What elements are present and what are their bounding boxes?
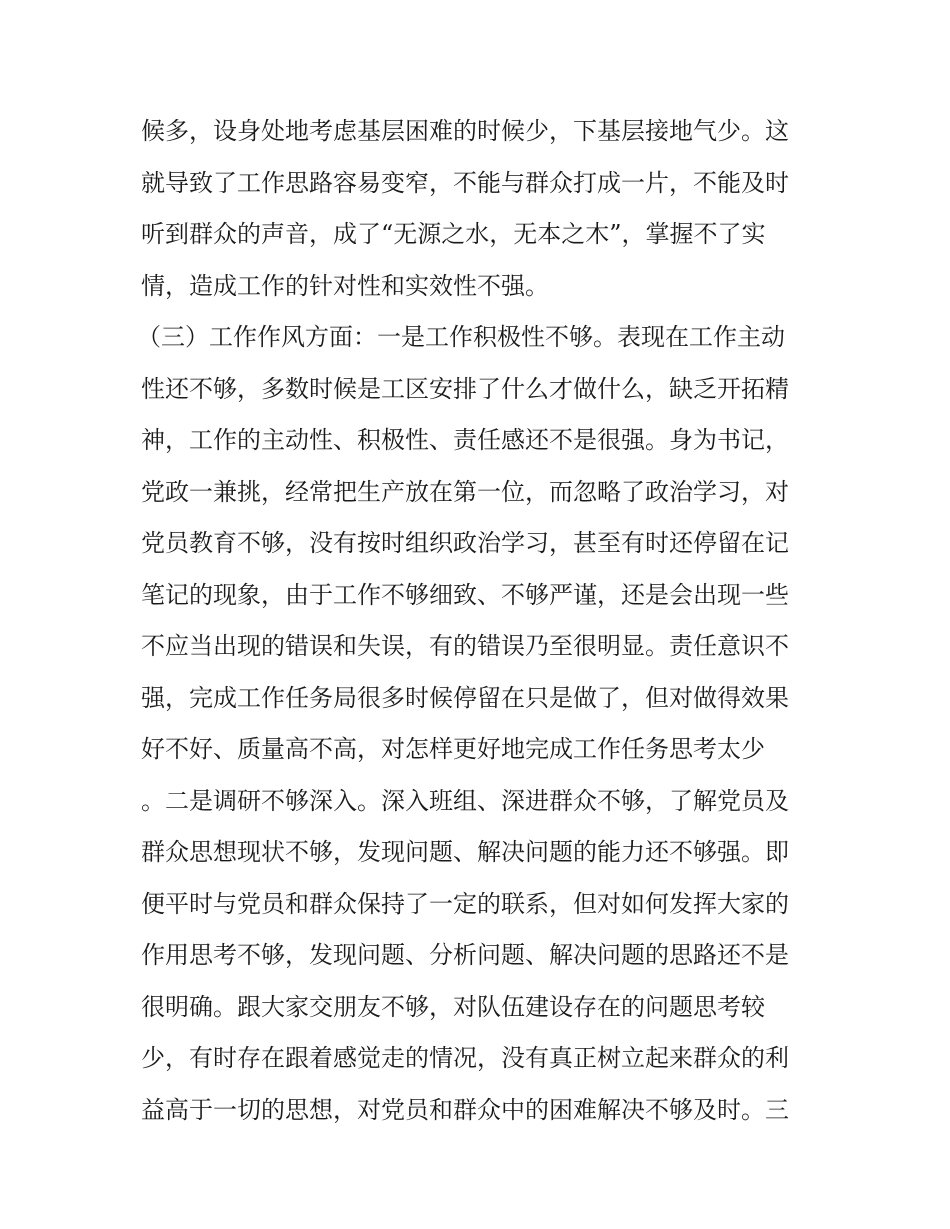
text-line: 党政一兼挑，经常把生产放在第一位，而忽略了政治学习，对 — [141, 477, 789, 506]
text-line: 好不好、质量高不高，对怎样更好地完成工作任务思考太少 — [141, 735, 765, 763]
text-line: 少，有时存在跟着感觉走的情况，没有真正树立起来群众的利 — [141, 1044, 789, 1072]
body-text — [137, 106, 821, 1136]
text-line: 益高于一切的思想，对党员和群众中的困难解决不够及时。三 — [141, 1095, 789, 1124]
text-line: 候多，设身处地考虑基层困难的时候少，下基层接地气少。这 — [141, 117, 789, 145]
text-line: 。二是调研不够深入。深入班组、深进群众不够，了解党员及 — [141, 786, 789, 815]
text-line: 听到群众的声音，成了“无源之水，无本之木”，掌握不了实 — [141, 220, 766, 248]
text-line: 便平时与党员和群众保持了一定的联系，但对如何发挥大家的 — [141, 889, 789, 918]
text-line: 强，完成工作任务局很多时候停留在只是做了，但对做得效果 — [141, 683, 789, 712]
text-line: 党员教育不够，没有按时组织政治学习，甚至有时还停留在记 — [141, 529, 789, 557]
text-line: 性还不够，多数时候是工区安排了什么才做什么，缺乏开拓精 — [141, 374, 789, 403]
text-line: 笔记的现象，由于工作不够细致、不够严谨，还是会出现一些 — [141, 580, 789, 609]
text-line: 神，工作的主动性、积极性、责任感还不是很强。身为书记， — [141, 426, 789, 454]
text-line: 就导致了工作思路容易变窄，不能与群众打成一片，不能及时 — [141, 168, 789, 197]
text-line: 作用思考不够，发现问题、分析问题、解决问题的思路还不是 — [141, 941, 789, 969]
text-line: 群众思想现状不够，发现问题、解决问题的能力还不够强。即 — [141, 838, 789, 866]
section-heading-line: （三）工作作风方面：一是工作积极性不够。表现在工作主动 — [137, 323, 785, 351]
text-line: 情，造成工作的针对性和实效性不强。 — [141, 271, 549, 300]
text-line: 很明确。跟大家交朋友不够，对队伍建设存在的问题思考较 — [141, 992, 765, 1021]
text-line: 不应当出现的错误和失误，有的错误乃至很明显。责任意识不 — [141, 632, 789, 660]
